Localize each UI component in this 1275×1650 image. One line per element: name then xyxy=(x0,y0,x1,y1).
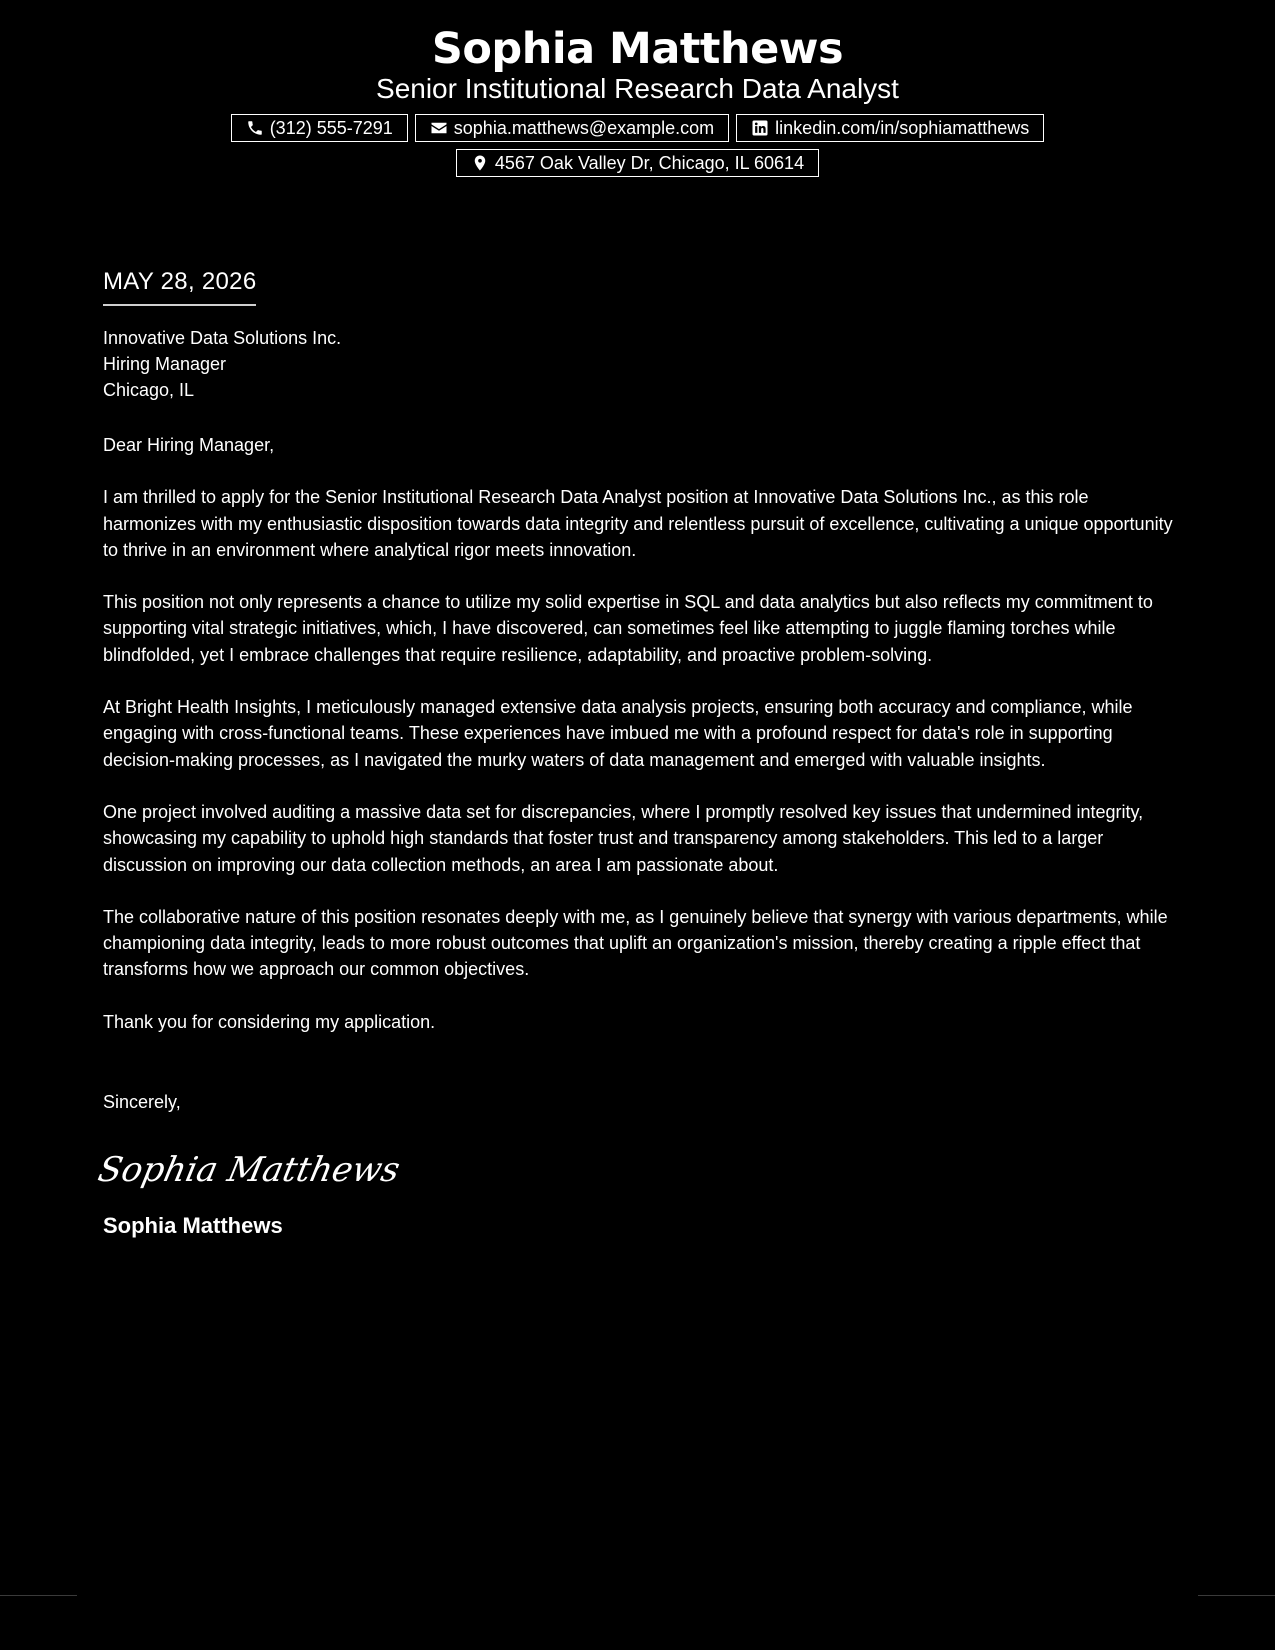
map-marker-icon xyxy=(471,154,489,172)
linkedin-contact[interactable] xyxy=(736,114,1044,142)
recipient-company: Innovative Data Solutions Inc. xyxy=(103,328,342,348)
phone-icon xyxy=(246,119,264,137)
email-contact[interactable] xyxy=(415,114,729,142)
letter-body xyxy=(94,262,1173,1241)
letter-header xyxy=(0,22,1275,177)
address-row xyxy=(0,149,1275,177)
paragraph: I am thrilled to apply for the Senior Institutional Research Data Analyst position at Innovative Data Solutions Inc., as this role harmonizes with my enthusiastic disposition towards data integrity and relentless pursuit of excellence, cultivating a unique opportunity to thrive in an environment where analytical rigor meets innovation. xyxy=(103,487,1173,560)
thanks-line: Thank you for considering my application. xyxy=(103,1011,436,1032)
paragraph: At Bright Health Insights, I meticulously managed extensive data analysis projects, ensuring both accuracy and compliance, while engaging with cross-functional teams. These experiences have imbued me with a profound respect for data's role in supporting decision-making processes, as I navigated the murky waters of data management and emerged with valuable insights. xyxy=(103,697,1133,770)
applicant-title: Senior Institutional Research Data Analyst xyxy=(376,73,899,104)
recipient-location: Chicago, IL xyxy=(103,380,195,400)
footer-divider-right xyxy=(1198,1595,1275,1596)
closing: Sincerely, xyxy=(103,1092,181,1113)
recipient-block xyxy=(103,325,1173,403)
linkedin-icon xyxy=(751,119,769,137)
envelope-icon xyxy=(430,119,448,137)
letter-date: MAY 28, 2026 xyxy=(103,262,256,306)
footer-divider-left xyxy=(0,1595,77,1596)
paragraph: One project involved auditing a massive data set for discrepancies, where I promptly resolved key issues that undermined integrity, showcasing my capability to uphold high standards that foster trust and transparency among stakeholders. This led to a larger discussion on improving our data collection methods, an area I am passionate about. xyxy=(103,801,1144,875)
contact-row xyxy=(0,114,1275,142)
applicant-name: Sophia Matthews xyxy=(431,24,844,74)
paragraph: This position not only represents a chance to utilize my solid expertise in SQL and data analytics but also reflects my commitment to supporting vital strategic initiatives, which, I have discovered, can sometimes feel like attempting to juggle flaming torches while blindfolded, yet I embrace challenges that require resilience, adaptability, and proactive problem-solving. xyxy=(103,592,1153,665)
handwritten-signature xyxy=(94,1141,1173,1197)
svg-text:Sophia Matthews: Sophia Matthews xyxy=(94,1150,404,1191)
address-contact xyxy=(456,149,819,177)
paragraph: The collaborative nature of this position resonates deeply with me, as I genuinely believe that synergy with various departments, while championing data integrity, leads to more robust outcomes that uplift an organization's mission, thereby creating a ripple effect that transforms how we approach our common objectives. xyxy=(103,906,1168,980)
phone-text: (312) 555-7291 xyxy=(269,117,393,138)
salutation: Dear Hiring Manager, xyxy=(103,435,275,455)
address-text: 4567 Oak Valley Dr, Chicago, IL 60614 xyxy=(494,152,805,173)
phone-contact[interactable] xyxy=(231,114,408,142)
email-text: sophia.matthews@example.com xyxy=(453,117,715,138)
recipient-role: Hiring Manager xyxy=(103,354,227,374)
linkedin-text: linkedin.com/in/sophiamatthews xyxy=(775,117,1030,138)
signer-name: Sophia Matthews xyxy=(103,1213,283,1239)
